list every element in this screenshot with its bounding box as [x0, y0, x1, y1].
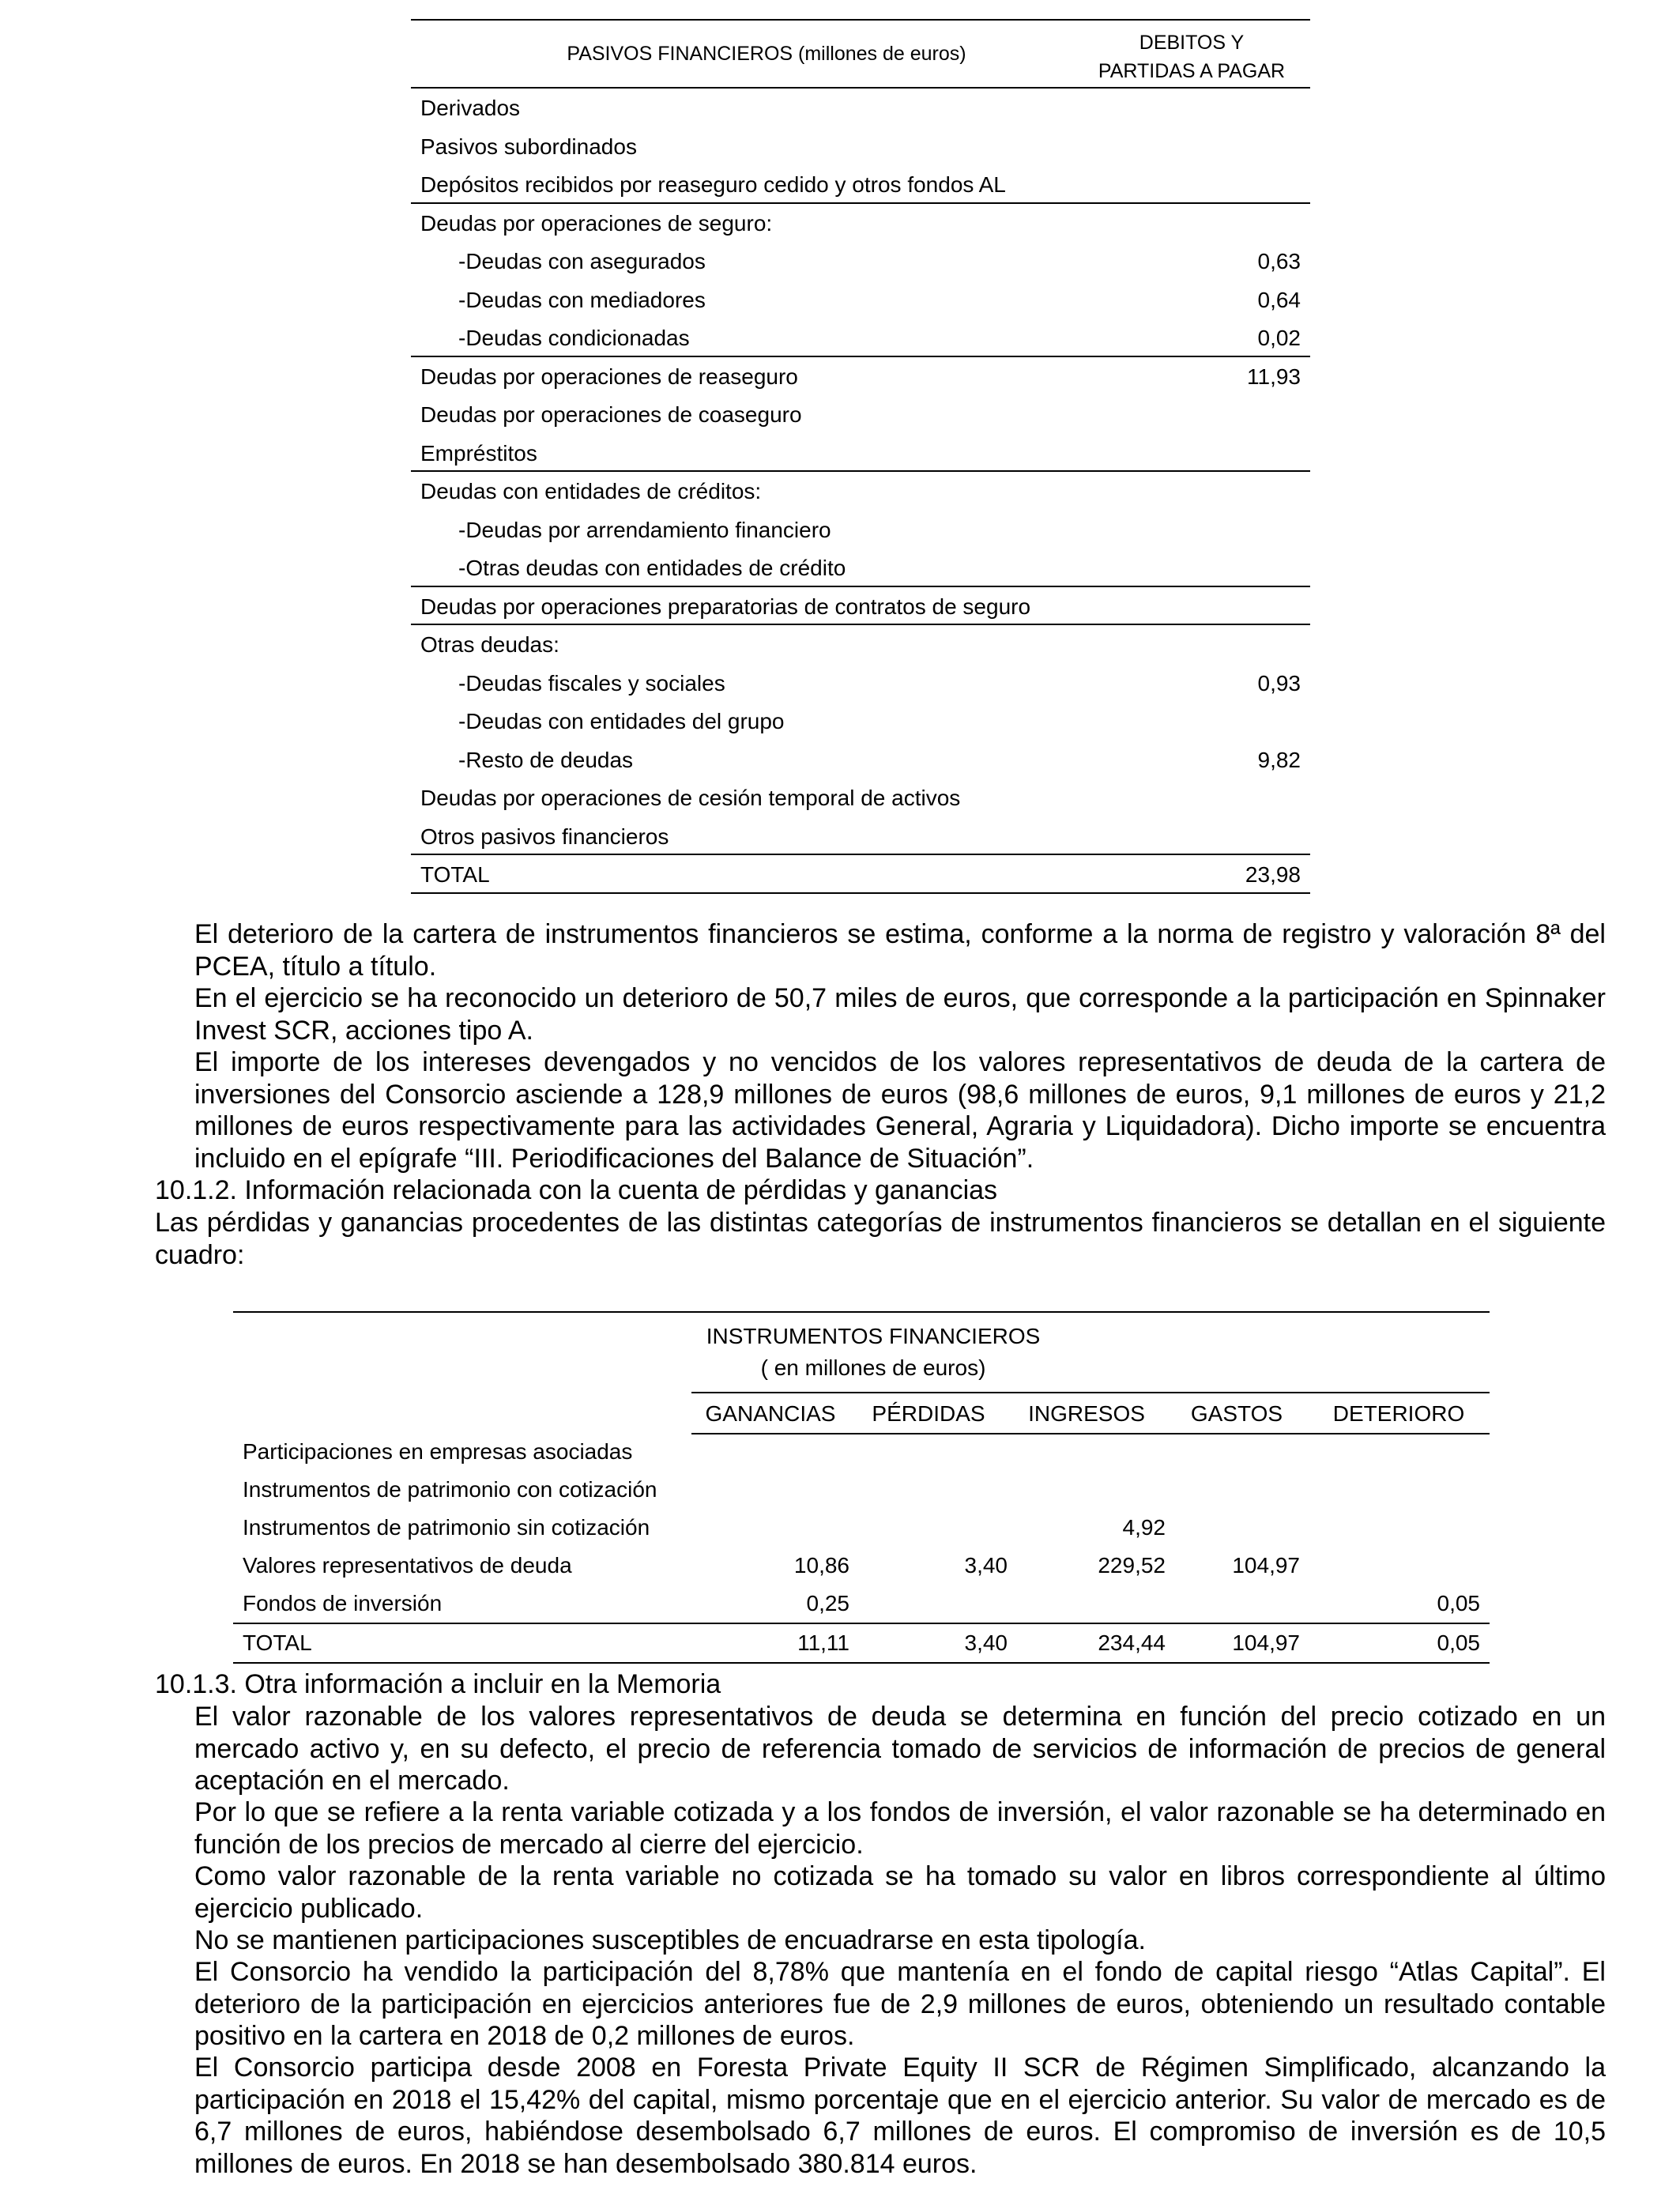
table-row — [411, 434, 1310, 473]
column-header-gastos: GASTOS — [1190, 1401, 1283, 1426]
cell-perdidas: 3,40 — [964, 1553, 1008, 1578]
row-label: Deudas por operaciones de seguro: — [420, 210, 773, 236]
paragraph-accrued-interest: El importe de los intereses devengados y no vencidos de los valores representativos de deuda de la cartera de inversiones del Consorcio asciende a 128,9 millones de euros (98,6 millones de euros, 9,1 millones de euros y 21,2 millones de euros respectivamente para las actividades General, Agraria y Liquidadora). Dicho importe se encuentra incluido en el epígrafe “III. Periodificaciones del Balance de Situación”. — [194, 1047, 1606, 1174]
financial-instruments-results-table — [233, 1311, 1490, 1661]
row-label: -Deudas con asegurados — [458, 249, 706, 273]
cell-ingresos: 234,44 — [1098, 1630, 1166, 1655]
table-title-line2: ( en millones de euros) — [760, 1355, 986, 1380]
table-title — [691, 1321, 1055, 1384]
row-label: -Otras deudas con entidades de crédito — [458, 556, 846, 580]
cell-ganancias: 10,86 — [793, 1553, 849, 1578]
table-row — [411, 281, 1310, 319]
table-row — [411, 511, 1310, 549]
column-header-perdidas: PÉRDIDAS — [872, 1401, 985, 1426]
row-value: 0,63 — [1257, 249, 1301, 273]
cell-ganancias: 11,11 — [797, 1630, 849, 1655]
header-col-line1: DEBITOS Y — [1139, 32, 1245, 54]
table-row — [411, 817, 1310, 856]
row-label: Participaciones en empresas asociadas — [243, 1439, 633, 1464]
table-row — [411, 165, 1310, 204]
column-header-ganancias: GANANCIAS — [705, 1401, 836, 1426]
table-row — [411, 625, 1310, 664]
row-label: -Deudas fiscales y sociales — [458, 670, 725, 696]
row-label: -Deudas con entidades del grupo — [458, 709, 785, 733]
row-label: -Resto de deudas — [458, 747, 634, 772]
column-header-row — [691, 1392, 1490, 1434]
cell-ingresos: 4,92 — [1122, 1515, 1166, 1540]
paragraph-atlas-capital: El Consorcio ha vendido la participación del 8,78% que mantenía en el fondo de capital riesgo “Atlas Capital”. El deterioro de la participación en ejercicios anteriores fue de 2,9 millones de euros, obteniendo un resultado contable positivo en la cartera en 2018 de 0,2 millones de euros. — [194, 1957, 1606, 2051]
table-total-row — [233, 1623, 1490, 1664]
row-label: Empréstitos — [420, 440, 537, 466]
row-value: 0,02 — [1257, 326, 1301, 350]
row-label: Deudas por operaciones de reaseguro — [420, 364, 798, 389]
table-row — [411, 357, 1310, 396]
paragraph-fair-value-debt: El valor razonable de los valores representativos de deuda se determina en función del precio cotizado en un mercado activo y, en su defecto, el precio de referencia tomado de servicios de información de precios de general aceptación en el mercado. — [194, 1702, 1606, 1796]
table-row — [411, 548, 1310, 587]
total-label: TOTAL — [420, 862, 490, 887]
table-row — [411, 127, 1310, 166]
cell-gastos: 104,97 — [1232, 1553, 1300, 1578]
row-label: Deudas con entidades de créditos: — [420, 479, 762, 503]
table-row — [233, 1433, 1490, 1471]
paragraph-impairment-estimate: El deterioro de la cartera de instrumentos financieros se estima, conforme a la norma de registro y valoración 8ª del PCEA, título a título. — [194, 919, 1606, 982]
row-label: Instrumentos de patrimonio con cotización — [243, 1477, 657, 1502]
table-header-column — [1073, 28, 1310, 85]
row-value: 9,82 — [1257, 747, 1301, 772]
row-label: -Deudas condicionadas — [458, 326, 690, 350]
paragraph-fair-value-unlisted: Como valor razonable de la renta variable no cotizada se ha tomado su valor en libros correspondiente al último ejercicio publicado. — [194, 1861, 1606, 1924]
row-value: 0,64 — [1257, 287, 1301, 312]
table-row — [411, 204, 1310, 243]
row-label: Depósitos recibidos por reaseguro cedido y otros fondos AL — [420, 172, 1006, 197]
table-row — [411, 778, 1310, 817]
paragraph-foresta: El Consorcio participa desde 2008 en Foresta Private Equity II SCR de Régimen Simplificado, alcanzando la participación en 2018 el 15,42% del capital, mismo porcentaje que en el ejercicio anterior. Su valor de mercado es de 6,7 millones de euros, habiéndose desembolsado 6,7 millones de euros. El compromiso de inversión es de 10,5 millones de euros. En 2018 se han desembolsado 380.814 euros. — [194, 2053, 1606, 2179]
table-row — [233, 1509, 1490, 1547]
paragraph-impairment-spinnaker: En el ejercicio se ha reconocido un deterioro de 50,7 miles de euros, que corresponde a la participación en Spinnaker Invest SCR, acciones tipo A. — [194, 983, 1606, 1046]
paragraph-no-holdings: No se mantienen participaciones susceptibles de encuadrarse en esta tipología. — [194, 1925, 1146, 1955]
cell-gastos: 104,97 — [1232, 1630, 1300, 1655]
financial-liabilities-table — [411, 19, 1310, 894]
table-row — [411, 242, 1310, 281]
column-header-ingresos: INGRESOS — [1028, 1401, 1145, 1426]
table-row — [233, 1471, 1490, 1509]
row-label: -Deudas por arrendamiento financiero — [458, 517, 831, 542]
column-header-deterioro: DETERIORO — [1332, 1401, 1465, 1426]
total-label: TOTAL — [243, 1630, 312, 1655]
cell-deterioro: 0,05 — [1437, 1591, 1480, 1615]
table-row — [411, 741, 1310, 779]
row-label: Derivados — [420, 96, 521, 120]
table-row — [233, 1585, 1490, 1623]
table-row — [233, 1547, 1490, 1585]
total-value: 23,98 — [1245, 862, 1301, 887]
paragraph-fair-value-equity: Por lo que se refiere a la renta variable cotizada y a los fondos de inversión, el valor razonable se ha determinado en función de los precios de mercado al cierre del ejercicio. — [194, 1797, 1606, 1860]
table-row — [411, 702, 1310, 741]
row-label: Otros pasivos financieros — [420, 824, 669, 849]
table-header-label: PASIVOS FINANCIEROS (millones de euros) — [567, 43, 966, 65]
section-heading-other-info: 10.1.3. Otra información a incluir en la Memoria — [155, 1669, 721, 1699]
row-label: Deudas por operaciones de cesión temporal de activos — [420, 786, 961, 810]
header-col-line2: PARTIDAS A PAGAR — [1098, 60, 1286, 82]
table-row — [411, 664, 1310, 703]
table-title-line1: INSTRUMENTOS FINANCIEROS — [706, 1324, 1041, 1348]
row-label: Otras deudas: — [420, 632, 559, 657]
table-row — [411, 587, 1310, 626]
row-label: -Deudas con mediadores — [458, 287, 706, 312]
table-total-row — [411, 855, 1310, 894]
row-label: Deudas por operaciones preparatorias de contratos de seguro — [420, 594, 1031, 619]
row-label: Deudas por operaciones de coaseguro — [420, 402, 802, 427]
cell-deterioro: 0,05 — [1437, 1630, 1480, 1655]
row-label: Valores representativos de deuda — [243, 1553, 572, 1578]
table-row — [411, 319, 1310, 357]
table-row — [411, 395, 1310, 434]
paragraph-profit-loss-intro: Las pérdidas y ganancias procedentes de las distintas categorías de instrumentos financieros se detallan en el siguiente cuadro: — [155, 1208, 1606, 1270]
cell-ingresos: 229,52 — [1098, 1553, 1166, 1578]
row-value: 0,93 — [1257, 670, 1301, 696]
row-value: 11,93 — [1247, 364, 1301, 389]
cell-perdidas: 3,40 — [964, 1630, 1008, 1655]
row-label: Pasivos subordinados — [420, 134, 637, 159]
section-heading-profit-loss: 10.1.2. Información relacionada con la cuenta de pérdidas y ganancias — [155, 1175, 998, 1205]
table-row — [411, 89, 1310, 127]
cell-ganancias: 0,25 — [806, 1591, 849, 1615]
row-label: Instrumentos de patrimonio sin cotización — [243, 1515, 650, 1540]
table-row — [411, 472, 1310, 511]
table-header — [411, 19, 1310, 89]
row-label: Fondos de inversión — [243, 1591, 443, 1615]
